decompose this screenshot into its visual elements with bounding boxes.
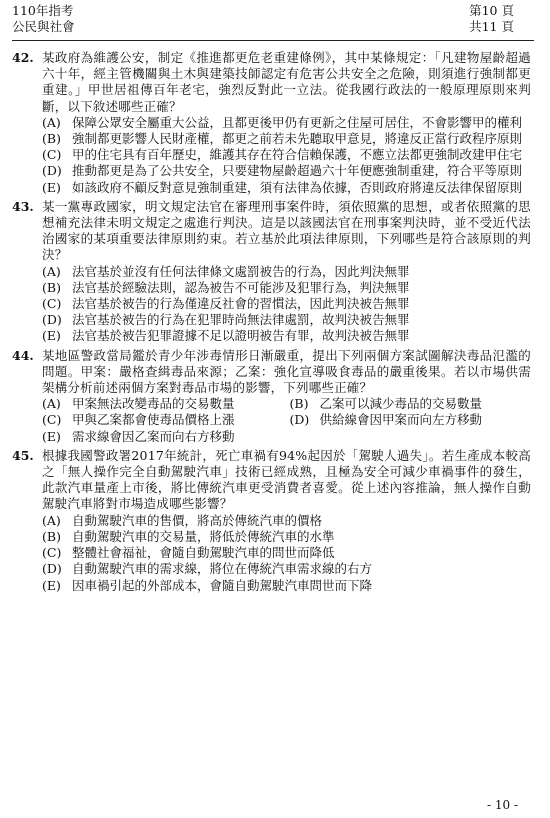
question-number: 43. [12,198,34,214]
option-text: 保障公眾安全屬重大公益，且都更後甲仍有更新之住屋可居住，不會影響甲的權利 [72,114,523,130]
option-b [42,529,531,545]
option-text: 自動駕駛汽車的交易量，將低於傳統汽車的水準 [72,528,335,544]
option-label: (E) [42,428,61,444]
option-label: (E) [42,328,61,344]
question-stem: 根據我國警政署2017年統計，死亡車禍有94%起因於「駕駛人過失」。若生產成本較高之「無人操作完全自動駕駛汽車」技術已經成熟，且極為安全可減少車禍事件的發生，此款汽車量產上市後，將比傳統汽車更受消費者喜愛。從上述內容推論，無人操作自動駕駛汽車將對市場造成哪些影響？ [42,447,531,512]
option-label: (D) [42,561,62,577]
option-label: (A) [42,263,61,279]
question-44 [12,348,531,445]
option-text: 強制都更影響人民財產權，都更之前若未先聽取甲意見，將違反正當行政程序原則 [72,131,523,147]
option-c [42,147,531,163]
option-label: (B) [42,528,61,544]
option-text: 法官基於被告犯罪證據不足以證明被告有罪，故判決被告無罪 [72,328,410,344]
option-b [42,280,531,296]
option-text: 乙案可以減少毒品的交易數量 [319,396,483,412]
option-e [42,578,531,594]
question-43 [12,199,531,345]
option-b [42,131,531,147]
option-a [42,264,531,280]
option-text: 自動駕駛汽車的需求線，將位在傳統汽車需求線的右方 [72,561,373,577]
option-text: 如該政府不顧反對意見強制重建，須有法律為依據，否則政府將違反法律保留原則 [72,179,523,195]
exam-header-right [469,3,514,35]
page-footer-number: - 10 - [486,798,518,812]
option-text: 整體社會福祉，會隨自動駕駛汽車的問世而降低 [72,545,335,561]
option-c [42,412,284,428]
option-text: 甲與乙案都會使毒品價格上漲 [72,412,235,428]
option-d [42,561,531,577]
option-label: (C) [42,296,62,312]
option-text: 法官基於並沒有任何法律條文處罰被告的行為，因此判決無罪 [72,263,410,279]
option-text: 推動都更是為了公共安全，只要建物屋齡超過六十年便應強制重建，符合平等原則 [72,163,523,179]
option-d [42,163,531,179]
option-label: (C) [42,147,62,163]
option-label: (B) [42,279,61,295]
questions-body [12,50,531,597]
option-text: 法官基於被告的行為在犯罪時尚無法律處罰，故判決被告無罪 [72,312,410,328]
question-number: 45. [12,447,34,463]
header-divider [12,40,534,41]
option-label: (A) [42,396,61,412]
option-d [42,312,531,328]
options-grid [42,396,531,445]
option-label: (C) [42,412,62,428]
page-total: 共11 頁 [469,19,514,34]
exam-year-title: 110年指考 [12,3,74,18]
option-label: (B) [289,396,309,412]
option-text: 需求線會因乙案而向右方移動 [72,428,235,444]
question-45 [12,448,531,594]
option-label: (D) [42,312,62,328]
option-text: 自動駕駛汽車的售價，將高於傳統汽車的價格 [72,512,323,528]
option-d [290,412,532,428]
option-e [42,328,531,344]
option-text: 甲案無法改變毒品的交易數量 [72,396,235,412]
option-label: (E) [42,179,61,195]
option-e [42,429,284,445]
option-text: 供給線會因甲案而向左方移動 [319,412,483,428]
option-text: 法官基於經驗法則，認為被告不可能涉及犯罪行為，判決無罪 [72,279,410,295]
option-text: 甲的住宅具有百年歷史，維護其存在符合信賴保護，不應立法都更強制改建甲住宅 [72,147,523,163]
question-42 [12,50,531,196]
question-stem: 某一黨專政國家，明文規定法官在審理刑事案件時，須依照黨的思想，或者依照黨的思想補充法律未明文規定之處進行判決。這是以該國法官在刑事案判決時，並不受近代法治國家的某項重要法律原則約束。若立基於此項法律原則，下列哪些是符合該原則的判決？ [42,198,531,263]
option-text: 法官基於被告的行為僅違反社會的習慣法，因此判決被告無罪 [72,296,410,312]
option-text: 因車禍引起的外部成本，會隨自動駕駛汽車問世而下降 [72,577,373,593]
question-number: 42. [12,50,34,65]
option-label: (D) [289,412,310,428]
question-stem: 某地區警政當局鑑於青少年涉毒情形日漸嚴重，提出下列兩個方案試圖解決毒品氾濫的問題。甲案：嚴格查緝毒品來源；乙案：強化宣導吸食毒品的嚴重後果。若以市場供需架構分析前述兩個方案對毒品市場的影響，下列哪些正確？ [42,347,531,396]
option-label: (A) [42,512,61,528]
option-a [42,115,531,131]
exam-header-left [12,3,75,35]
option-c [42,545,531,561]
option-label: (B) [42,131,61,147]
question-stem: 某政府為維護公安，制定《推進都更危老重建條例》，其中某條規定：「凡建物屋齡超過六十年，經主管機關與土木與建築技師認定有危害公共安全之危險，則須進行強制都更重建。」甲世居祖傳百年老宅，強烈反對此一立法。從我國行政法的一般原理原則來判斷，以下敘述哪些正確？ [42,50,531,114]
subject-title: 公民與社會 [12,19,75,34]
option-label: (A) [42,114,61,130]
option-a [42,513,531,529]
option-label: (C) [42,545,62,561]
option-b [290,396,532,412]
option-label: (D) [42,163,62,179]
option-label: (E) [42,577,61,593]
page-current: 第10 頁 [469,3,514,18]
option-a [42,396,284,412]
option-c [42,296,531,312]
question-number: 44. [12,347,34,363]
option-e [42,180,531,196]
